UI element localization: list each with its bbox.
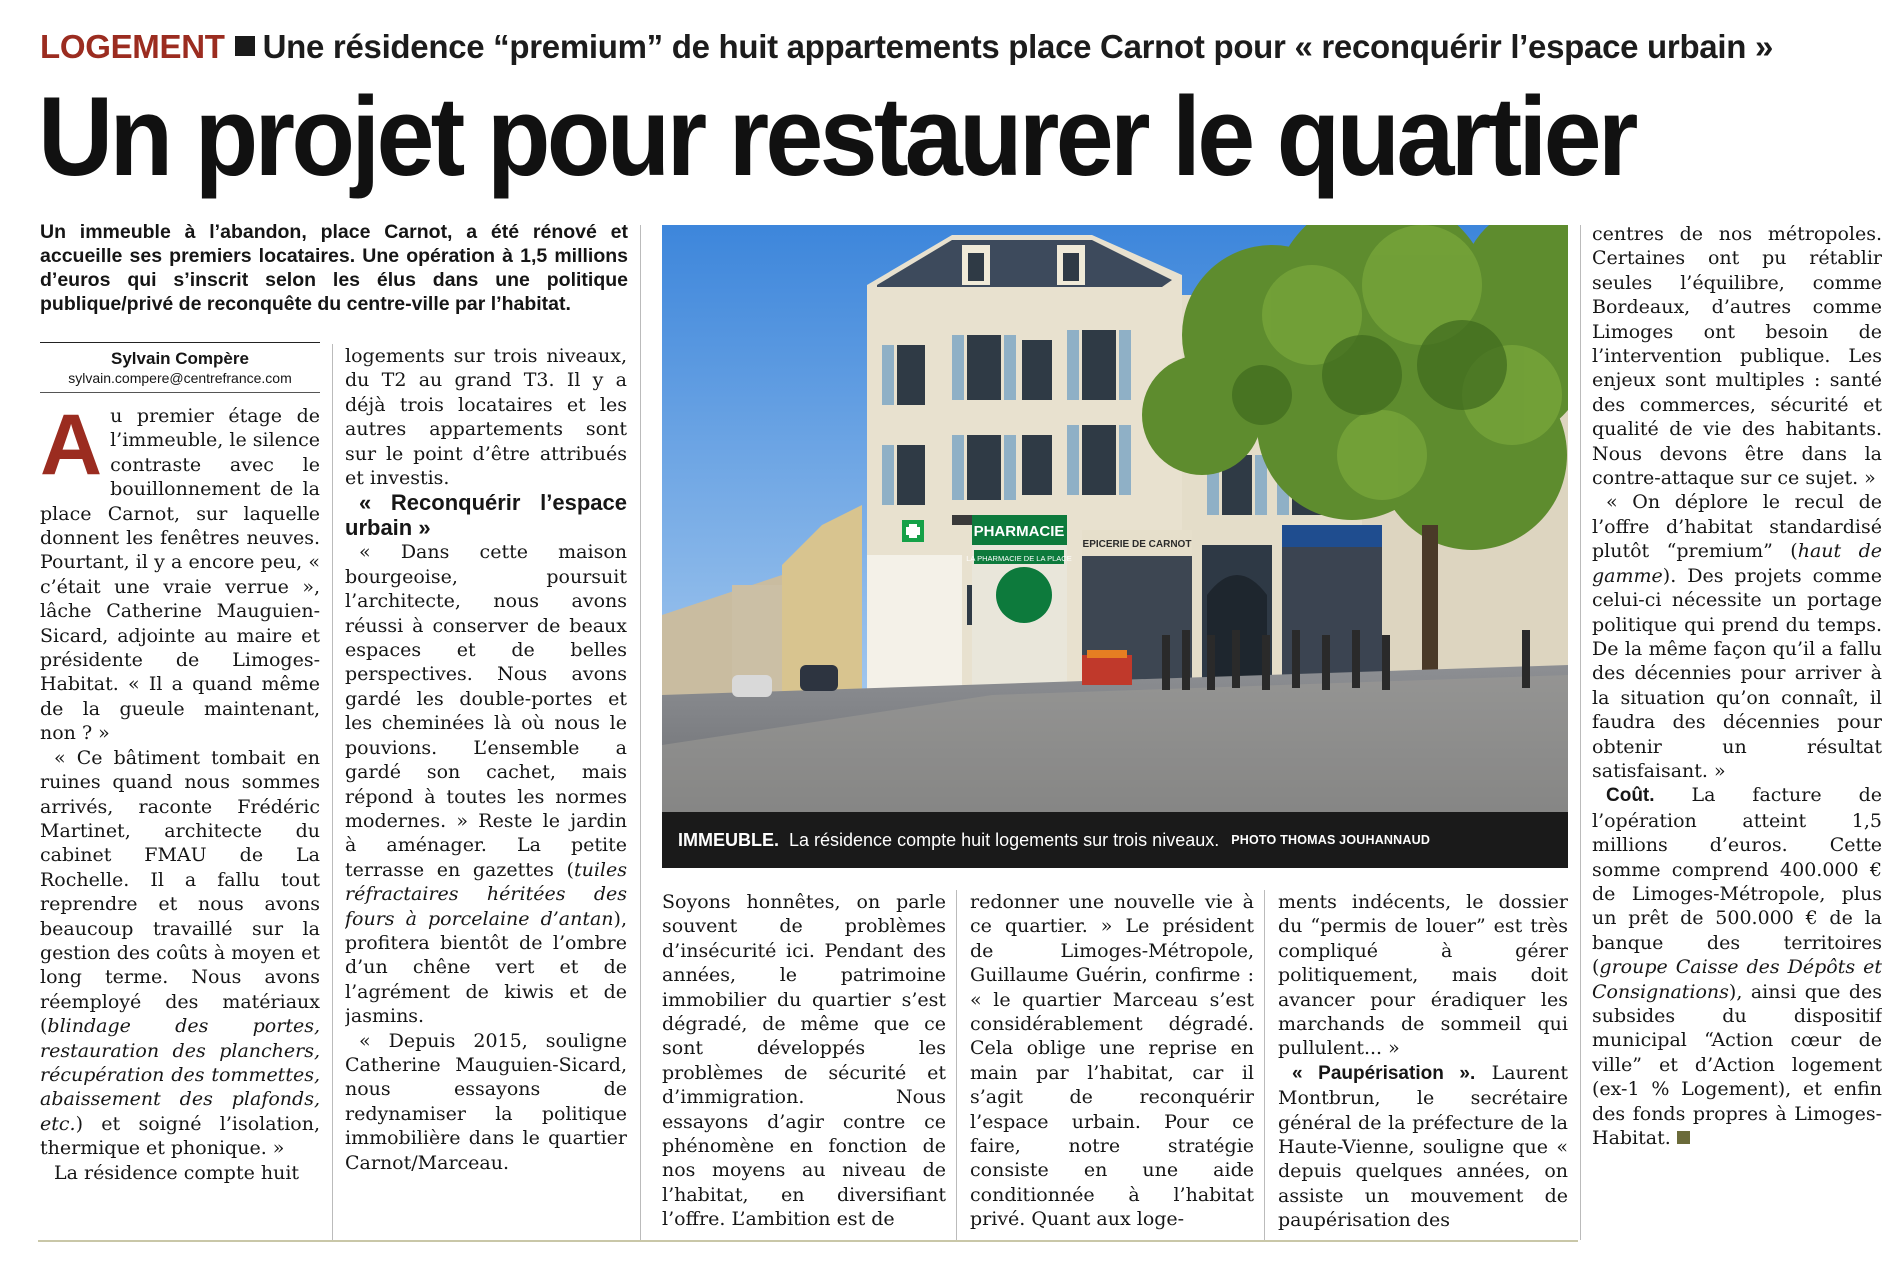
paragraph — [40, 1161, 320, 1185]
paragraph-text: La résidence compte huit — [54, 1161, 300, 1184]
column-divider — [332, 344, 333, 1240]
paragraph-text: u premier étage de l’immeuble, le silence contraste avec le bouillonnement de la place Carnot, sur laquelle donnent les fenêtres neuves. Pourtant, il y a encore peu, « c’était une vraie verrue », lâche Catherine Mauguien-Sicard, adjointe au maire et présidente de Limoges-Habitat. « Il a quand même de la gueule maintenant, non ? » — [40, 405, 320, 745]
paragraph-text: La facture de l’opération atteint 1,5 millions d’euros. Cette somme comprend 400.000 € de Limoges-Métropole, plus un prêt de 500.000 € de la banque des territoires ( — [1592, 784, 1882, 979]
paragraph-text: « On déplore le recul de l’offre d’habitat standardisé plutôt “premium” ( — [1592, 491, 1882, 563]
byline-rule-top — [40, 342, 320, 343]
paragraph-text: « Depuis 2015, souligne Catherine Mauguien-Sicard, nous essayons de redynamiser la politique immobilière dans le quartier Carnot/Marceau. — [345, 1029, 627, 1174]
paragraph — [345, 540, 627, 1028]
column-divider — [640, 225, 641, 1240]
photo-epicerie-sign-text: EPICERIE DE CARNOT — [1082, 539, 1192, 550]
paragraph-text: ). Des projets comme celui-ci nécessite un portage politique qui prend du temps. De la même façon qu’il a fallu des décennies pour arriver à la situation qu’on connaît, il faudra des décennies pour obtenir un résultat satisfaisant. » — [1592, 564, 1882, 782]
paragraph-text: « Ce bâtiment tombait en ruines quand nous sommes arrivés, raconte Frédéric Martinet, architecte du cabinet FMAU de La Rochelle. Il a fallu tout reprendre et nous avons beaucoup travaillé sur la gestion des coûts à moyen et long terme. Nous avons réemployé des matériaux ( — [40, 746, 320, 1038]
column-divider — [956, 890, 957, 1240]
kicker — [40, 28, 1773, 66]
paragraph — [1592, 490, 1882, 783]
byline — [40, 348, 320, 387]
paragraph-text: redonner une nouvelle vie à ce quartier. » Le président de Limoges-Métropole, Guillaume Guérin, confirme : « le quartier Marceau s’est considérablement dégradé. Cela oblige une reprise en main par l’habitat, car il s’agit de reconquérir l’espace urbain. Pour ce faire, notre stratégie consiste en une aide conditionnée à l’habitat privé. Quant aux loge- — [970, 891, 1254, 1231]
paragraph-text: ) et soigné l’isolation, thermique et phonique. » — [40, 1112, 320, 1160]
paragraph-text: ), profitera bientôt de l’ombre d’un chêne vert et de l’agrément de kiwis et de jasmins. — [345, 907, 627, 1028]
photo-residence — [662, 225, 1568, 812]
chapo: Un immeuble à l’abandon, place Carnot, a été rénové et accueille ses premiers locataires. Une opération à 1,5 millions d’euros qui s’inscrit selon les élus dans une politique publique/privé de reconquête du centre-ville par l’habitat. — [40, 221, 628, 315]
paragraph-text: Laurent Montbrun, le secrétaire général de la préfecture de la Haute-Vienne, souligne que « depuis quelques années, on assiste un mouvement de paupérisation des — [1278, 1061, 1568, 1232]
paragraph — [40, 746, 320, 1161]
article-column-6 — [1592, 222, 1882, 1244]
caption-lead: IMMEUBLE. — [678, 829, 779, 850]
paragraph-italic: groupe Caisse des Dépôts et Consignations — [1592, 956, 1882, 1003]
byline-author: Sylvain Compère — [111, 349, 249, 368]
article-column-3 — [662, 890, 946, 1240]
column-divider — [1264, 890, 1265, 1240]
paragraph — [40, 404, 320, 746]
column-divider — [1580, 225, 1581, 1240]
paragraph-text: ments indécents, le dossier du “permis de louer” est très compliqué à gérer politiquement, mais doit avancer pour éradiquer les marchands de sommeil qui pullulent... » — [1278, 891, 1568, 1060]
byline-rule-bottom — [40, 392, 320, 393]
footer-rule — [38, 1240, 1578, 1242]
article-column-1 — [40, 404, 320, 1244]
drop-cap: A — [40, 404, 103, 493]
paragraph-lead: « Paupérisation ». — [1292, 1062, 1476, 1084]
paragraph — [345, 344, 627, 490]
paragraph-text: « Dans cette maison bourgeoise, poursuit l’architecte, nous avons réussi à conserver de beaux espaces et de belles perspectives. Nous avons gardé les double-portes et les cheminées là où nous le pouvions. L’ensemble a gardé son cachet, mais répond à toutes les normes modernes. » Reste le jardin à aménager. La petite terrasse en gazettes ( — [345, 541, 627, 881]
end-square-icon — [1677, 1131, 1690, 1144]
paragraph — [1592, 222, 1882, 490]
paragraph-text: logements sur trois niveaux, du T2 au grand T3. Il y a déjà trois locataires et les autres appartements sont sur le point d’être attribués et investis. — [345, 345, 627, 490]
article-column-5 — [1278, 890, 1568, 1240]
intertitle: « Reconquérir l’espace urbain » — [345, 490, 627, 541]
kicker-subtitle: Une résidence “premium” de huit appartements place Carnot pour « reconquérir l’espace urbain » — [262, 28, 1774, 65]
paragraph — [345, 1029, 627, 1175]
byline-email: sylvain.compere@centrefrance.com — [68, 370, 292, 386]
paragraph — [1278, 890, 1568, 1061]
paragraph — [662, 890, 946, 1232]
paragraph — [970, 890, 1254, 1232]
paragraph-text: centres de nos métropoles. Certaines ont pu rétablir seules l’équilibre, comme Bordeaux, d’autres comme Limoges ont besoin de l’intervention publique. Les enjeux sont multiples : santé des commerces, sécurité et qualité de vie des habitants. Nous devons être dans la contre-attaque sur ce sujet. » — [1592, 223, 1882, 490]
paragraph-italic: blindage des portes, restauration des planchers, récupération des tommettes, abaissement des plafonds, etc. — [40, 1015, 320, 1135]
article-column-4 — [970, 890, 1254, 1240]
paragraph-text: Soyons honnêtes, on parle souvent de problèmes d’insécurité ici. Pendant des années, le patrimoine immobilier du quartier s’est dégradé, de même que ce sont développés les problèmes de sécurité et d’immigration. Nous essayons d’agir contre ce phénomène en fonction de nos moyens au niveau de l’habitat, en diversifiant l’offre. L’ambition est de — [662, 891, 946, 1231]
paragraph — [1592, 783, 1882, 1150]
rubric-label: LOGEMENT — [40, 28, 225, 65]
photo-caption — [662, 812, 1568, 868]
photo-credit: PHOTO THOMAS JOUHANNAUD — [1231, 833, 1431, 847]
paragraph-text: ), ainsi que des subsides du dispositif municipal “Action cœur de ville” et d’Action logement (ex-1 % Logement), et enfin des fonds propres à Limoges-Habitat. — [1592, 980, 1882, 1150]
paragraph-italic: tuiles réfractaires héritées des fours à porcelaine d’antan — [345, 858, 627, 930]
photo-pharmacy-sign-text: PHARMACIE — [973, 523, 1065, 540]
rubric-square-icon — [235, 36, 255, 56]
paragraph-italic: haut de gamme — [1592, 540, 1882, 587]
headline: Un projet pour restaurer le quartier — [38, 74, 1635, 199]
paragraph-lead: Coût. — [1606, 785, 1655, 807]
paragraph — [1278, 1061, 1568, 1233]
article-column-2 — [345, 344, 627, 1244]
photo-pharmacy-sub-text: LA PHARMACIE DE LA PLACE — [966, 554, 1072, 563]
caption-text: La résidence compte huit logements sur trois niveaux. — [789, 829, 1220, 850]
